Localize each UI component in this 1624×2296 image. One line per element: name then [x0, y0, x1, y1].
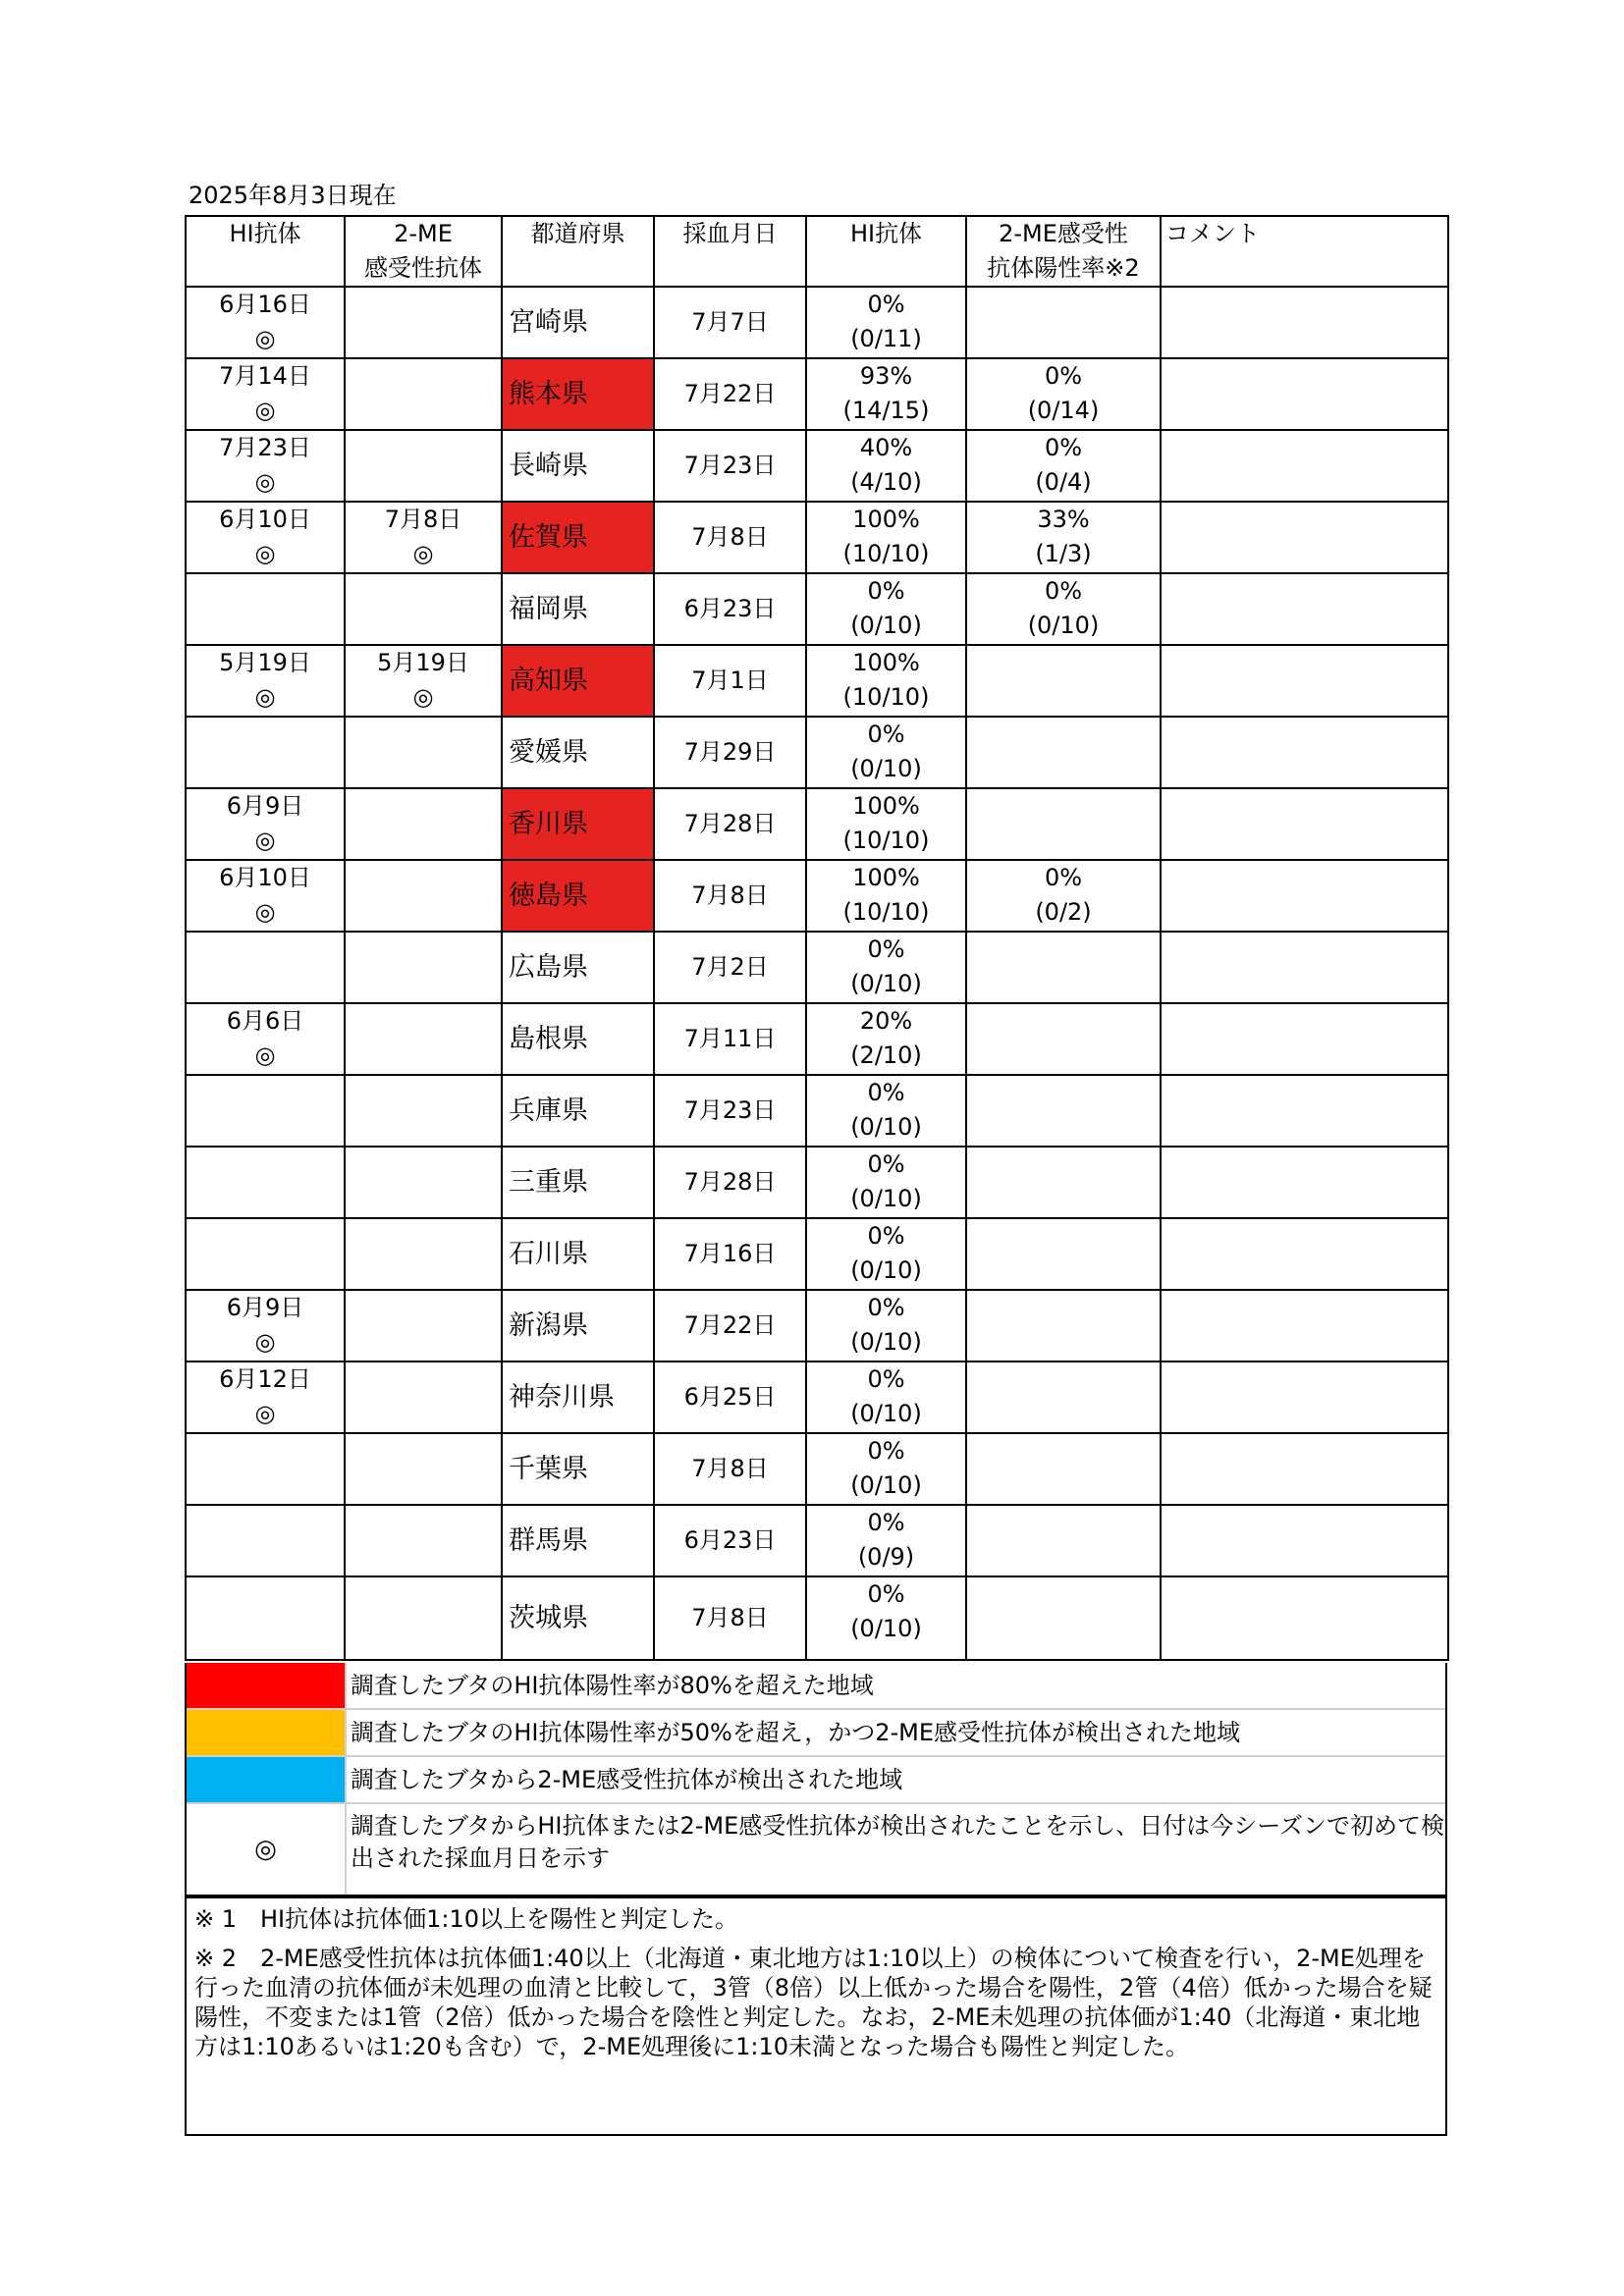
- sample-date-cell: 7月22日: [654, 358, 806, 430]
- me-rate-cell: [966, 1433, 1161, 1505]
- hi-detect-cell: 6月9日 ◎: [186, 788, 345, 860]
- table-row: [186, 1147, 1448, 1218]
- legend-text-blue: 調査したブタから2-ME感受性抗体が検出された地域: [351, 1765, 903, 1793]
- hi-detect-cell: [186, 1218, 345, 1290]
- legend-row-blue: [187, 1757, 1445, 1804]
- legend-swatch-blue: [187, 1757, 347, 1802]
- hi-rate-cell: 0% (0/10): [806, 573, 966, 645]
- sample-date-cell: 7月23日: [654, 1075, 806, 1147]
- header-prefecture: 都道府県: [502, 216, 654, 287]
- me-detect-cell: [345, 788, 502, 860]
- sample-date-cell: 7月8日: [654, 860, 806, 932]
- me-rate-cell: [966, 717, 1161, 788]
- hi-rate-cell: 20% (2/10): [806, 1003, 966, 1075]
- me-rate-cell: 0% (0/4): [966, 430, 1161, 502]
- me-detect-cell: [345, 932, 502, 1003]
- hi-detect-cell: [186, 1433, 345, 1505]
- hi-rate-cell: 0% (0/10): [806, 1576, 966, 1660]
- sample-date-cell: 7月2日: [654, 932, 806, 1003]
- hi-rate-cell: 100% (10/10): [806, 502, 966, 573]
- sample-date-cell: 7月29日: [654, 717, 806, 788]
- me-detect-cell: 7月8日 ◎: [345, 502, 502, 573]
- hi-rate-cell: 0% (0/10): [806, 1075, 966, 1147]
- table-header-row: [186, 216, 1448, 287]
- sample-date-cell: 7月16日: [654, 1218, 806, 1290]
- hi-detect-cell: [186, 932, 345, 1003]
- prefecture-cell: 福岡県: [502, 573, 654, 645]
- legend-text-orange: 調査したブタのHI抗体陽性率が50%を超え，かつ2-ME感受性抗体が検出された地域: [351, 1718, 1241, 1746]
- comment-cell: [1161, 860, 1448, 932]
- me-detect-cell: [345, 1576, 502, 1660]
- me-detect-cell: [345, 1003, 502, 1075]
- sample-date-cell: 7月8日: [654, 502, 806, 573]
- me-detect-cell: [345, 573, 502, 645]
- prefecture-cell: 高知県: [502, 645, 654, 717]
- prefecture-cell: 群馬県: [502, 1505, 654, 1576]
- sample-date-cell: 7月28日: [654, 788, 806, 860]
- me-detect-cell: [345, 1218, 502, 1290]
- table-row: [186, 573, 1448, 645]
- hi-rate-cell: 0% (0/10): [806, 1362, 966, 1433]
- legend: [185, 1663, 1447, 1896]
- comment-cell: [1161, 788, 1448, 860]
- legend-mark-symbol: ◎: [187, 1804, 347, 1895]
- prefecture-cell: 愛媛県: [502, 717, 654, 788]
- comment-cell: [1161, 1003, 1448, 1075]
- prefecture-cell: 宮崎県: [502, 287, 654, 358]
- hi-rate-cell: 100% (10/10): [806, 860, 966, 932]
- prefecture-cell: 千葉県: [502, 1433, 654, 1505]
- legend-text-red: 調査したブタのHI抗体陽性率が80%を超えた地域: [351, 1671, 874, 1699]
- hi-rate-cell: 100% (10/10): [806, 788, 966, 860]
- sample-date-cell: 7月7日: [654, 287, 806, 358]
- table-row: [186, 358, 1448, 430]
- hi-detect-cell: [186, 1505, 345, 1576]
- comment-cell: [1161, 430, 1448, 502]
- me-detect-cell: [345, 1147, 502, 1218]
- comment-cell: [1161, 645, 1448, 717]
- me-rate-cell: 0% (0/2): [966, 860, 1161, 932]
- table-row: [186, 860, 1448, 932]
- comment-cell: [1161, 1362, 1448, 1433]
- me-detect-cell: [345, 430, 502, 502]
- table-row: [186, 1505, 1448, 1576]
- me-rate-cell: [966, 1576, 1161, 1660]
- prefecture-cell: 広島県: [502, 932, 654, 1003]
- hi-detect-cell: 6月10日 ◎: [186, 502, 345, 573]
- prefecture-cell: 神奈川県: [502, 1362, 654, 1433]
- table-row: [186, 932, 1448, 1003]
- me-detect-cell: [345, 1505, 502, 1576]
- hi-rate-cell: 0% (0/10): [806, 1433, 966, 1505]
- prefecture-cell: 新潟県: [502, 1290, 654, 1362]
- hi-detect-cell: 7月23日 ◎: [186, 430, 345, 502]
- me-rate-cell: [966, 788, 1161, 860]
- hi-detect-cell: 5月19日 ◎: [186, 645, 345, 717]
- prefecture-cell: 三重県: [502, 1147, 654, 1218]
- me-detect-cell: [345, 860, 502, 932]
- hi-detect-cell: 6月12日 ◎: [186, 1362, 345, 1433]
- me-rate-cell: [966, 1362, 1161, 1433]
- comment-cell: [1161, 1505, 1448, 1576]
- me-rate-cell: [966, 1003, 1161, 1075]
- sample-date-cell: 6月23日: [654, 1505, 806, 1576]
- hi-rate-cell: 0% (0/10): [806, 717, 966, 788]
- header-comment: コメント: [1161, 216, 1448, 287]
- me-detect-cell: [345, 358, 502, 430]
- hi-rate-cell: 0% (0/10): [806, 1218, 966, 1290]
- me-rate-cell: [966, 1218, 1161, 1290]
- table-row: [186, 430, 1448, 502]
- notes: [185, 1896, 1447, 2136]
- prefecture-cell: 茨城県: [502, 1576, 654, 1660]
- table-row: [186, 1075, 1448, 1147]
- me-rate-cell: 33% (1/3): [966, 502, 1161, 573]
- me-detect-cell: [345, 287, 502, 358]
- hi-detect-cell: 6月9日 ◎: [186, 1290, 345, 1362]
- report-date: 2025年8月3日現在: [189, 182, 397, 209]
- hi-detect-cell: 6月10日 ◎: [186, 860, 345, 932]
- legend-row-orange: [187, 1710, 1445, 1757]
- hi-detect-cell: 6月6日 ◎: [186, 1003, 345, 1075]
- prefecture-cell: 徳島県: [502, 860, 654, 932]
- header-hi-rate: HI抗体: [806, 216, 966, 287]
- sample-date-cell: 7月11日: [654, 1003, 806, 1075]
- sample-date-cell: 7月1日: [654, 645, 806, 717]
- sample-date-cell: 7月22日: [654, 1290, 806, 1362]
- table-row: [186, 1290, 1448, 1362]
- comment-cell: [1161, 932, 1448, 1003]
- sample-date-cell: 7月28日: [654, 1147, 806, 1218]
- header-hi-detect: HI抗体: [186, 216, 345, 287]
- comment-cell: [1161, 1290, 1448, 1362]
- hi-rate-cell: 0% (0/11): [806, 287, 966, 358]
- legend-text-mark: 調査したブタからHI抗体または2-ME感受性抗体が検出されたことを示し、日付は今シーズンで初めて検出された採血月日を示す: [351, 1812, 1445, 1872]
- table-row: [186, 1003, 1448, 1075]
- me-rate-cell: [966, 1075, 1161, 1147]
- prefecture-cell: 長崎県: [502, 430, 654, 502]
- prefecture-cell: 熊本県: [502, 358, 654, 430]
- sample-date-cell: 7月8日: [654, 1576, 806, 1660]
- me-rate-cell: 0% (0/10): [966, 573, 1161, 645]
- sample-date-cell: 7月23日: [654, 430, 806, 502]
- comment-cell: [1161, 287, 1448, 358]
- sample-date-cell: 7月8日: [654, 1433, 806, 1505]
- legend-swatch-red: [187, 1663, 347, 1708]
- table-row: [186, 1362, 1448, 1433]
- me-rate-cell: [966, 932, 1161, 1003]
- header-me-detect: 2-ME 感受性抗体: [345, 216, 502, 287]
- me-rate-cell: 0% (0/14): [966, 358, 1161, 430]
- me-rate-cell: [966, 645, 1161, 717]
- sample-date-cell: 6月25日: [654, 1362, 806, 1433]
- hi-rate-cell: 100% (10/10): [806, 645, 966, 717]
- comment-cell: [1161, 1433, 1448, 1505]
- hi-detect-cell: 6月16日 ◎: [186, 287, 345, 358]
- me-rate-cell: [966, 1290, 1161, 1362]
- me-detect-cell: 5月19日 ◎: [345, 645, 502, 717]
- table-row: [186, 717, 1448, 788]
- comment-cell: [1161, 1147, 1448, 1218]
- hi-rate-cell: 0% (0/9): [806, 1505, 966, 1576]
- table-row: [186, 287, 1448, 358]
- hi-rate-cell: 0% (0/10): [806, 932, 966, 1003]
- note-2: ※ 2 2-ME感受性抗体は抗体価1:40以上（北海道・東北地方は1:10以上）の検体について検査を行い，2-ME処理を行った血清の抗体価が未処理の血清と比較して，3管（8倍）以上低かった場合を陽性，2管（4倍）低かった場合を疑陽性，不変または1管（2倍）低かった場合を陰性と判定した。なお，2-ME未処理の抗体価が1:40（北海道・東北地方は1:10あるいは1:20も含む）で，2-ME処理後に1:10未満となった場合も陽性と判定した。: [194, 1945, 1433, 2060]
- comment-cell: [1161, 1075, 1448, 1147]
- hi-detect-cell: [186, 1147, 345, 1218]
- prefecture-cell: 兵庫県: [502, 1075, 654, 1147]
- me-detect-cell: [345, 1290, 502, 1362]
- hi-rate-cell: 0% (0/10): [806, 1147, 966, 1218]
- antibody-table: [185, 215, 1449, 1661]
- hi-rate-cell: 93% (14/15): [806, 358, 966, 430]
- comment-cell: [1161, 1218, 1448, 1290]
- comment-cell: [1161, 502, 1448, 573]
- me-rate-cell: [966, 287, 1161, 358]
- comment-cell: [1161, 573, 1448, 645]
- table-row: [186, 1218, 1448, 1290]
- comment-cell: [1161, 717, 1448, 788]
- prefecture-cell: 石川県: [502, 1218, 654, 1290]
- me-rate-cell: [966, 1505, 1161, 1576]
- table-row: [186, 502, 1448, 573]
- legend-row-red: [187, 1663, 1445, 1710]
- prefecture-cell: 香川県: [502, 788, 654, 860]
- legend-row-mark: [187, 1804, 1445, 1895]
- hi-detect-cell: [186, 573, 345, 645]
- hi-detect-cell: [186, 717, 345, 788]
- comment-cell: [1161, 358, 1448, 430]
- me-detect-cell: [345, 1362, 502, 1433]
- hi-detect-cell: 7月14日 ◎: [186, 358, 345, 430]
- header-sample-date: 採血月日: [654, 216, 806, 287]
- hi-rate-cell: 40% (4/10): [806, 430, 966, 502]
- table-row: [186, 1576, 1448, 1660]
- table-body: [186, 287, 1448, 1660]
- comment-cell: [1161, 1576, 1448, 1660]
- table-row: [186, 788, 1448, 860]
- header-me-rate: 2-ME感受性 抗体陽性率※2: [966, 216, 1161, 287]
- sample-date-cell: 6月23日: [654, 573, 806, 645]
- me-rate-cell: [966, 1147, 1161, 1218]
- me-detect-cell: [345, 717, 502, 788]
- prefecture-cell: 佐賀県: [502, 502, 654, 573]
- me-detect-cell: [345, 1433, 502, 1505]
- table-row: [186, 645, 1448, 717]
- me-detect-cell: [345, 1075, 502, 1147]
- prefecture-cell: 島根県: [502, 1003, 654, 1075]
- legend-swatch-orange: [187, 1710, 347, 1755]
- table-row: [186, 1433, 1448, 1505]
- hi-detect-cell: [186, 1075, 345, 1147]
- hi-detect-cell: [186, 1576, 345, 1660]
- hi-rate-cell: 0% (0/10): [806, 1290, 966, 1362]
- note-1: ※ 1 HI抗体は抗体価1:10以上を陽性と判定した。: [194, 1905, 739, 1933]
